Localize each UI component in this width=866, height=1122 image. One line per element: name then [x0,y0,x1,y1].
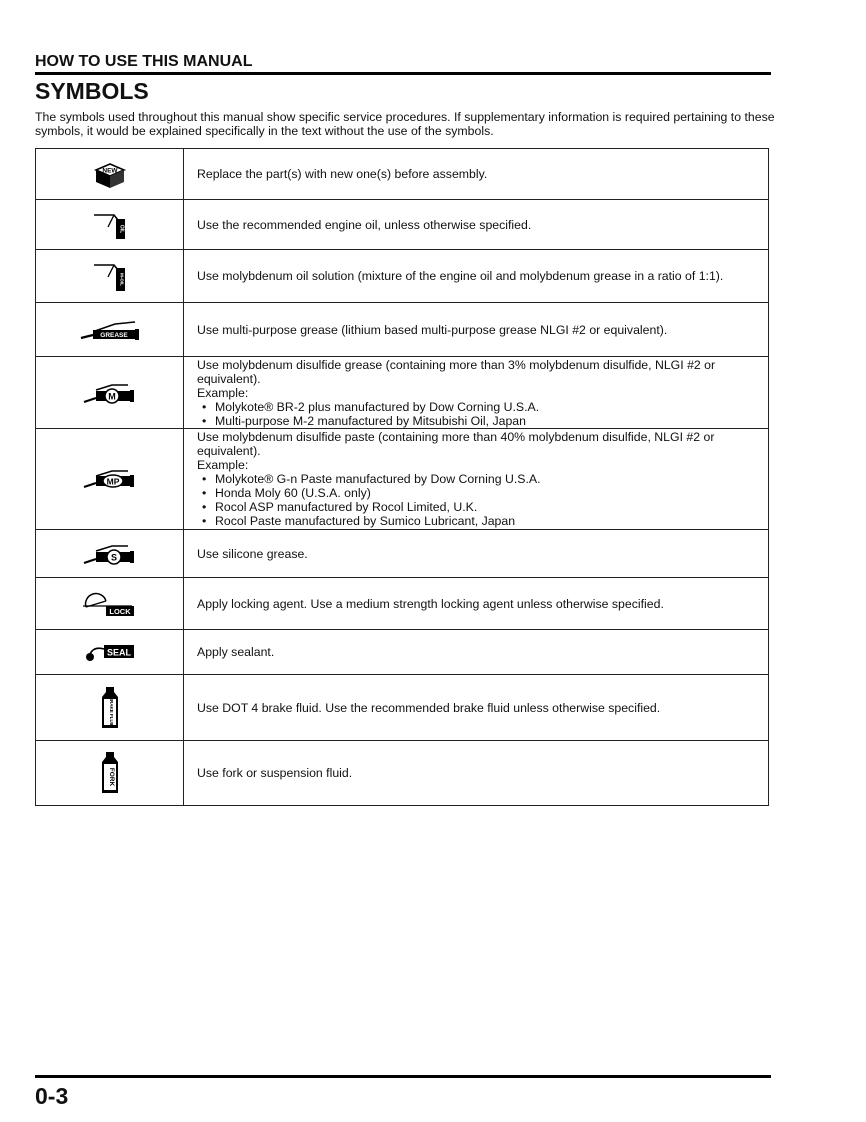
page-number: 0-3 [35,1083,69,1109]
table-row [36,303,769,357]
locking-agent-icon [36,591,183,617]
molybdenum-paste-icon [36,467,183,491]
table-row [36,200,769,250]
list-item: • Honda Moly 60 (U.S.A. only) [202,486,762,500]
table-row [36,250,769,303]
engine-oil-icon [36,210,183,240]
description-cell: Use silicone grease. [184,530,769,578]
icon-cell [36,303,184,357]
icon-label: LOCK [108,606,131,616]
page-title: SYMBOLS [35,78,149,104]
icon-label: GREASE [99,331,128,339]
icon-cell [36,357,184,429]
icon-label: NEW [101,167,118,175]
silicone-grease-icon [36,541,183,567]
table-row [36,149,769,200]
icon-label: FORK [107,767,115,787]
fork-fluid-icon [36,751,183,795]
sealant-icon [36,640,183,664]
description-text: Use molybdenum disulfide grease (containing more than 3% molybdenum disulfide, NLGI #2 or equivalent). [197,357,716,386]
icon-label: OIL [118,224,124,233]
table-row [36,530,769,578]
icon-cell [36,630,184,675]
example-list [197,472,762,528]
description-cell: Use DOT 4 brake fluid. Use the recommended brake fluid unless otherwise specified. [184,675,769,741]
footer-rule [35,1075,771,1078]
brake-fluid-icon [36,686,183,730]
symbols-table [35,148,769,806]
icon-cell [36,149,184,200]
icon-label: BRAKE FLUID [108,696,114,727]
header-rule [35,72,771,75]
icon-label: M-OIL [119,273,124,286]
description-cell: Apply sealant. [184,630,769,675]
icon-cell [36,675,184,741]
list-item: • Molykote® BR-2 plus manufactured by Dow Corning U.S.A. [202,400,762,414]
table-row [36,675,769,741]
icon-cell [36,578,184,630]
description-text: Use molybdenum disulfide paste (containing more than 40% molybdenum disulfide, NLGI #2 or equivalent). [197,430,715,458]
table-row [36,429,769,530]
icon-cell [36,530,184,578]
list-item: • Rocol ASP manufactured by Rocol Limited, U.K. [202,500,762,514]
icon-cell [36,741,184,806]
icon-label: SEAL [106,647,131,658]
new-part-icon [36,158,183,190]
description-cell: Replace the part(s) with new one(s) before assembly. [184,149,769,200]
grease-icon [36,318,183,342]
example-list [197,400,762,428]
description-cell: Use multi-purpose grease (lithium based multi-purpose grease NLGI #2 or equivalent). [184,303,769,357]
table-row [36,630,769,675]
description-cell: Use molybdenum oil solution (mixture of the engine oil and molybdenum grease in a ratio of 1:1). [184,250,769,303]
icon-cell [36,200,184,250]
table-row [36,578,769,630]
icon-label: MP [106,476,119,487]
description-cell [184,357,769,429]
table-row [36,741,769,806]
example-label: Example: [197,385,249,400]
section-heading: HOW TO USE THIS MANUAL [35,53,253,70]
icon-label: M [107,391,116,401]
description-cell: Apply locking agent. Use a medium strength locking agent unless otherwise specified. [184,578,769,630]
description-cell: Use fork or suspension fluid. [184,741,769,806]
molybdenum-grease-icon [36,380,183,406]
molybdenum-oil-icon [36,260,183,292]
intro-paragraph: The symbols used throughout this manual show specific service procedures. If supplementary information is required pertaining to these symbols, it would be explained specifically in the text without the use of the symbols. [35,110,775,138]
list-item: • Rocol Paste manufactured by Sumico Lubricant, Japan [202,514,762,528]
list-item: • Molykote® G-n Paste manufactured by Dow Corning U.S.A. [202,472,762,486]
description-cell: Use the recommended engine oil, unless otherwise specified. [184,200,769,250]
icon-cell [36,429,184,530]
icon-cell [36,250,184,303]
table-row [36,357,769,429]
description-cell [184,429,769,530]
example-label: Example: [197,458,249,472]
icon-label: S [110,552,117,562]
list-item: • Multi-purpose M-2 manufactured by Mitsubishi Oil, Japan [202,414,762,428]
